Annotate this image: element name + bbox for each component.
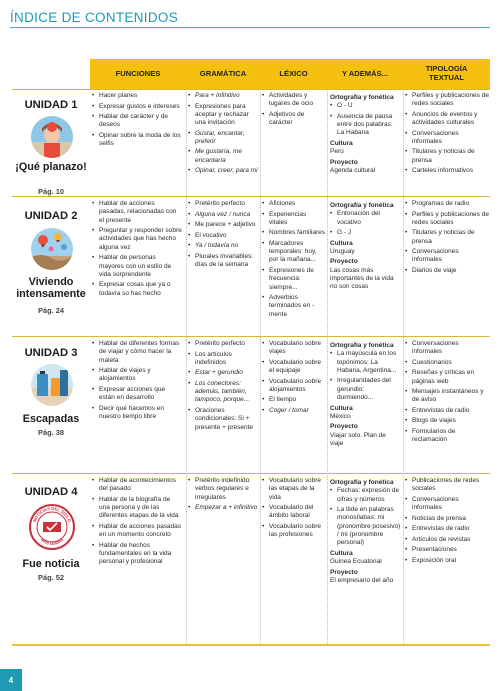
section-heading: Ortografía y fonética <box>330 342 394 349</box>
list-item: • Aficiones <box>262 200 325 208</box>
unit-1-funciones <box>92 92 182 151</box>
list-item: • Nombres familiares <box>262 229 325 237</box>
list-item: • Me parece + adjetivo <box>188 221 258 229</box>
section-heading: Proyecto <box>330 258 358 266</box>
list-item: • Hablar de viajes y alojamientos <box>92 367 182 384</box>
list-item: • Expresar cosas que ya o todavía so has hecho <box>92 281 182 298</box>
list-item: • Alguna vez / nunca <box>188 211 258 219</box>
unit-3-header <box>12 336 90 473</box>
contents-table <box>12 59 490 646</box>
section-heading: Cultura <box>330 139 353 147</box>
unit-name: Viviendo intensamente <box>16 276 86 300</box>
header-tipologia: TIPOLOGÍA TEXTUAL <box>403 59 490 89</box>
list-item: • Reseñas y críticas en páginas web <box>405 369 489 386</box>
unit-3-photo <box>31 364 73 406</box>
list-item: • Expresiones para aceptar y rechazar una invitación <box>188 103 258 128</box>
list-item: • Ya / todavía no <box>188 242 258 250</box>
list-item: • Hablar de personas mayores con un estilo de vida sorprendente <box>92 254 182 279</box>
column-separator <box>260 91 261 644</box>
list-item: • Experiencias vitales <box>262 211 325 228</box>
section-text: Guinea Ecuatorial <box>330 558 382 566</box>
list-item: • Adjetivos de carácter <box>262 111 325 128</box>
list-item: • Los conectores: además, también, tampoco, porque... <box>188 380 258 405</box>
unit-4-funciones <box>92 477 182 569</box>
list-item: • Programas de radio <box>405 200 489 208</box>
section-text: Perú <box>330 148 344 156</box>
section-text: Uruguay <box>330 247 355 255</box>
unit-2-photo <box>31 228 73 270</box>
list-item: • Plurales invariables: días de la semana <box>188 253 258 270</box>
unit-3-gramatica <box>188 340 258 434</box>
section-heading: Cultura <box>330 404 353 412</box>
unit-2-funciones <box>92 200 182 300</box>
list-item: • La mayúscula en los topónimos: La Habana, Argentina... <box>330 350 401 375</box>
list-item: • El vocativo <box>188 232 258 240</box>
list-item: • Opinar sobre la moda de los selfis <box>92 132 182 149</box>
list-item: • Pretérito perfecto <box>188 200 258 208</box>
list-item: • Pretérito indefinido: verbos regulares e irregulares <box>188 477 258 502</box>
unit-1-tipologia <box>405 92 489 178</box>
unit-page: Pág. 38 <box>38 428 64 437</box>
list-item: • Mensajes instantáneos y de aviso <box>405 388 489 405</box>
list-item: • Hablar del carácter y de deseos <box>92 113 182 130</box>
column-separator <box>327 91 328 644</box>
section-heading: Cultura <box>330 239 353 247</box>
svg-text:NOTICIAS DEL SIGLO: NOTICIAS DEL SIGLO <box>31 505 73 523</box>
list-item: • Conversaciones informales <box>405 496 489 513</box>
list-item: • Expresar acciones que están en desarrollo <box>92 386 182 403</box>
unit-name: ¡Qué planazo! <box>15 161 87 173</box>
unit-2-ademas <box>330 200 401 294</box>
list-item: • Anuncios de eventos y actividades culturales <box>405 111 489 128</box>
list-item: • Exposición oral <box>405 557 489 565</box>
list-item: • Gustar, encantar, preferir <box>188 130 258 147</box>
unit-name: Escapadas <box>22 413 80 425</box>
unit-2-header <box>12 196 90 336</box>
list-item: • Expresiones de frecuencia: siempre... <box>262 267 325 292</box>
list-item: • Coger / tomar <box>262 407 325 415</box>
unit-page: Pág. 52 <box>38 573 64 582</box>
list-item: • Irregularidades del gerundio: durmiendo... <box>330 377 401 402</box>
list-item: • Me gustaría, me encantaría <box>188 148 258 165</box>
list-item: • Estar + gerundio <box>188 369 258 377</box>
unit-4-tipologia <box>405 477 489 567</box>
unit-3-funciones <box>92 340 182 424</box>
unit-1-photo <box>31 116 73 158</box>
column-separator <box>403 91 404 644</box>
list-item: • Opinar, creer, para mí <box>188 167 258 175</box>
list-item: • Preguntar y responder sobre actividades que has hecho alguna vez <box>92 227 182 252</box>
list-item: • Noticias de prensa <box>405 515 489 523</box>
list-item: • Conversaciones informales <box>405 248 489 265</box>
list-item: • Hablar de acontecimientos del pasado <box>92 477 182 494</box>
list-item: • Presentaciones <box>405 546 489 554</box>
list-item: • Perfiles y publicaciones de redes sociales <box>405 211 489 228</box>
header-lexico: LÉXICO <box>260 59 327 89</box>
section-heading: Proyecto <box>330 158 358 166</box>
list-item: • Entrevistas de radio <box>405 407 489 415</box>
header-ademas: Y ADEMÁS... <box>327 59 403 89</box>
unit-1-gramatica <box>188 92 258 178</box>
list-item: • Vocabulario del ámbito laboral <box>262 504 325 521</box>
stamp-logo <box>28 503 76 551</box>
list-item: • Los artículos indefinidos <box>188 351 258 368</box>
unit-4-lexico <box>262 477 325 542</box>
section-text: Las cosas más importantes de la vida no son cosas <box>330 266 394 291</box>
section-text: Viajar solo. Plan de viaje <box>330 431 386 447</box>
unit-3-lexico <box>262 340 325 417</box>
unit-3-tipologia <box>405 340 489 447</box>
unit-2-gramatica <box>188 200 258 271</box>
list-item: • La tilde en palabras monosílabas: mi (pronombre posesivo) / mí (pronombre personal) <box>330 506 401 548</box>
section-text: México <box>330 412 351 420</box>
unit-label: UNIDAD 2 <box>24 210 78 222</box>
list-item: • O - U <box>330 102 401 110</box>
svg-text:MÁS LEÍDAS: MÁS LEÍDAS <box>39 536 65 547</box>
unit-1-header <box>12 89 90 196</box>
unit-label: UNIDAD 1 <box>24 99 78 111</box>
page-number: 4 <box>0 669 22 691</box>
list-item: • Titulares y noticias de prensa <box>405 148 489 165</box>
unit-page: Pág. 10 <box>38 187 64 196</box>
list-item: • Hablar de acciones pasadas en un momento concreto <box>92 523 182 540</box>
list-item: • Vocabulario sobre viajes <box>262 340 325 357</box>
list-item: • Publicaciones de redes sociales <box>405 477 489 494</box>
list-item: • Diarios de viaje <box>405 267 489 275</box>
list-item: • Hablar de acciones pasadas, relacionadas con el presente <box>92 200 182 225</box>
unit-label: UNIDAD 3 <box>24 347 78 359</box>
list-item: • Para + infinitivo <box>188 92 258 100</box>
list-item: • Vocabulario sobre alojamientos <box>262 378 325 395</box>
unit-4-ademas <box>330 477 401 587</box>
list-item: • Decir qué hacemos en nuestro tiempo libre <box>92 405 182 422</box>
unit-4-gramatica <box>188 477 258 515</box>
list-item: • Titulares y noticias de prensa <box>405 229 489 246</box>
unit-1-ademas <box>330 92 401 177</box>
list-item: • Vocabulario sobre las etapas de la vida <box>262 477 325 502</box>
list-item: • Cuestionarios <box>405 359 489 367</box>
section-heading: Cultura <box>330 549 353 557</box>
unit-4-header <box>12 473 90 645</box>
unit-3-ademas <box>330 340 401 450</box>
list-item: • Ausencia de pausa entre dos palabras: La Habana <box>330 113 401 138</box>
unit-page: Pág. 24 <box>38 306 64 315</box>
list-item: • Oraciones condicionales: Si + presente + presente <box>188 407 258 432</box>
list-item: • Carteles informativos <box>405 167 489 175</box>
list-item: • Conversaciones informales <box>405 130 489 147</box>
list-item: • Marcadores temporales: hoy, por la mañana... <box>262 240 325 265</box>
list-item: • Hablar de hechos fundamentales en la vida personal y profesional <box>92 542 182 567</box>
list-item: • Empezar a + infinitivo <box>188 504 258 512</box>
list-item: • Hablar de la biografía de una persona y de las diferentes etapas de la vida <box>92 496 182 521</box>
list-item: • Hacer planes <box>92 92 182 100</box>
title-rule <box>10 27 490 28</box>
section-heading: Ortografía y fonética <box>330 202 394 209</box>
unit-2-tipologia <box>405 200 489 277</box>
header-funciones: FUNCIONES <box>90 59 186 89</box>
section-text: El empresario del año <box>330 576 394 584</box>
section-text: Agenda cultural <box>330 166 376 174</box>
list-item: • Perfiles y publicaciones de redes sociales <box>405 92 489 109</box>
column-separator <box>186 91 187 644</box>
list-item: • Entrevistas de radio <box>405 525 489 533</box>
list-item: • Fechas: expresión de cifras y números <box>330 487 401 504</box>
list-item: • Hablar de diferentes formas de viajar y cómo hacer la maleta <box>92 340 182 365</box>
unit-label: UNIDAD 4 <box>24 486 78 498</box>
list-item: • Expresar gustos e intereses <box>92 103 182 111</box>
list-item: • Vocabulario sobre las profesiones <box>262 523 325 540</box>
section-heading: Proyecto <box>330 423 358 431</box>
list-item: • G - J <box>330 229 401 237</box>
list-item: • Conversaciones informales <box>405 340 489 357</box>
section-heading: Proyecto <box>330 568 358 576</box>
unit-2-lexico <box>262 200 325 321</box>
list-item: • Artículos de revistas <box>405 536 489 544</box>
list-item: • Actividades y lugares de ocio <box>262 92 325 109</box>
list-item: • Vocabulario sobre el equipaje <box>262 359 325 376</box>
section-heading: Ortografía y fonética <box>330 479 394 486</box>
unit-1-lexico <box>262 92 325 130</box>
unit-name: Fue noticia <box>22 558 80 570</box>
table-bottom-rule <box>12 644 490 646</box>
list-item: • Pretérito perfecto <box>188 340 258 348</box>
list-item: • Entonación del vocativo <box>330 210 401 227</box>
page-title: ÍNDICE DE CONTENIDOS <box>10 10 179 25</box>
list-item: • Adverbios terminados en -mente <box>262 294 325 319</box>
list-item: • El tiempo <box>262 396 325 404</box>
section-heading: Ortografía y fonética <box>330 94 394 101</box>
list-item: • Blogs de viajes <box>405 417 489 425</box>
list-item: • Formularios de reclamación <box>405 428 489 445</box>
header-gramatica: GRAMÁTICA <box>186 59 260 89</box>
